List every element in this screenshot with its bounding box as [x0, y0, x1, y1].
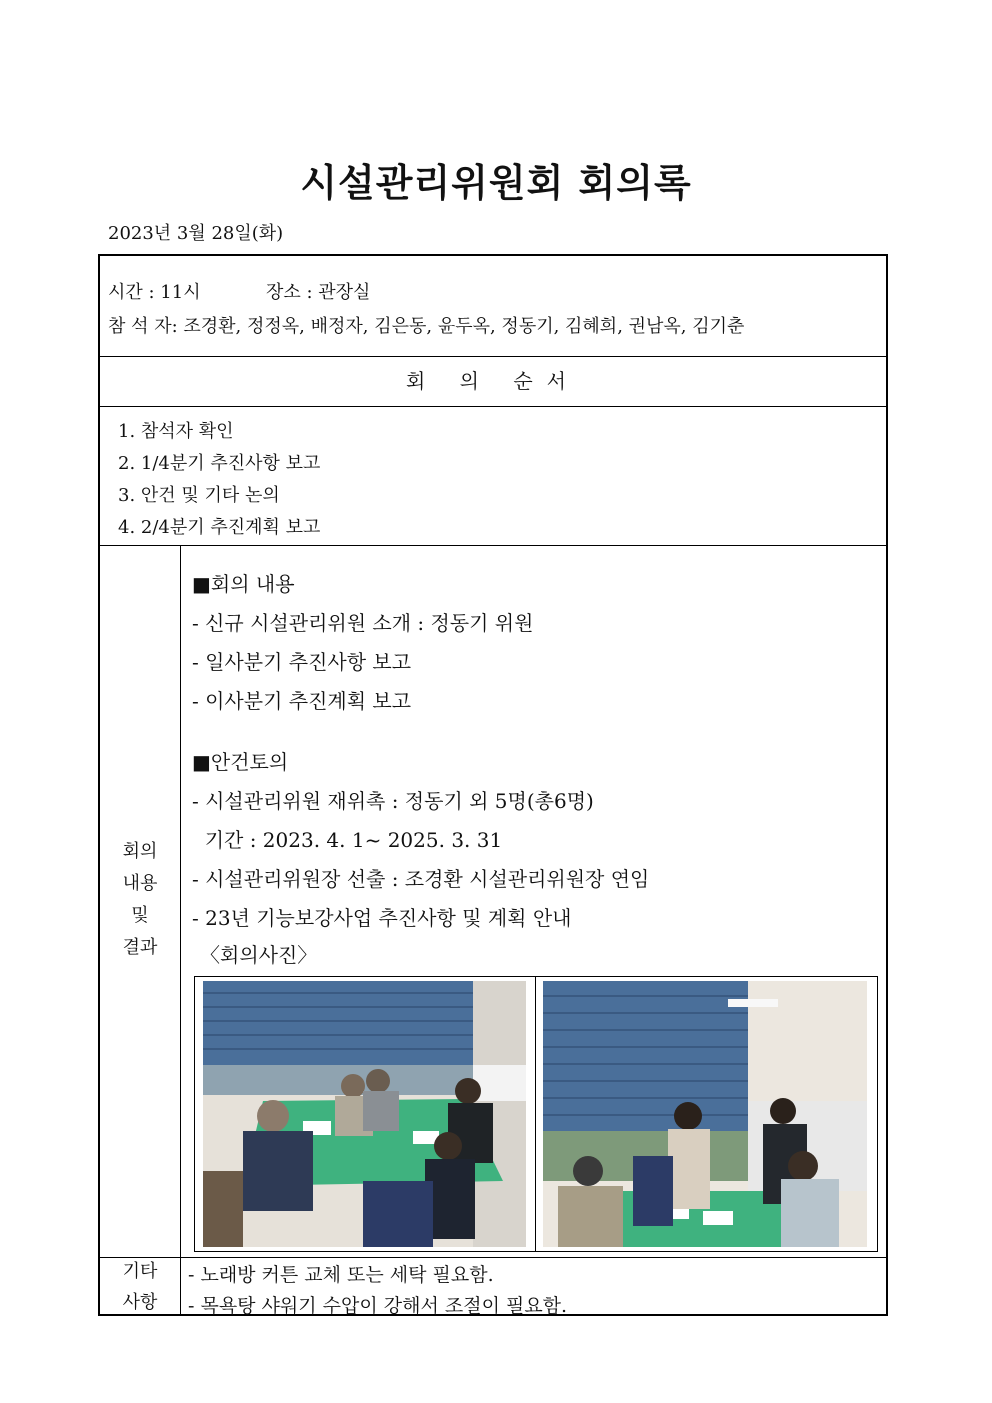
meeting-photo-2: [543, 981, 867, 1247]
meeting-time: 시간 : 11시: [108, 282, 201, 303]
etc-item: - 노래방 커튼 교체 또는 세탁 필요함.: [188, 1264, 494, 1286]
meeting-place: 장소 : 관장실: [266, 282, 371, 303]
agenda-item: 2. 1/4분기 추진사항 보고: [118, 453, 321, 474]
content-item: - 23년 기능보강사업 추진사항 및 계획 안내: [192, 906, 572, 930]
photo-caption: 〈회의사진〉: [200, 943, 318, 967]
content-label-line: 및: [131, 905, 149, 926]
content-item: - 이사분기 추진계획 보고: [192, 689, 412, 713]
etc-row: [100, 1258, 886, 1316]
meeting-photo-1: [203, 981, 526, 1247]
etc-label: [100, 1256, 180, 1318]
content-row: [100, 546, 886, 1257]
etc-item: - 목욕탕 샤워기 수압이 강해서 조절이 필요함.: [188, 1295, 568, 1317]
content-item: - 시설관리위원 재위촉 : 정동기 외 5명(총6명): [192, 789, 594, 813]
agenda-item: 4. 2/4분기 추진계획 보고: [118, 517, 321, 538]
section-heading: ■안건토의: [192, 750, 289, 774]
minutes-table: [98, 254, 888, 1316]
meeting-date: 2023년 3월 28일(화): [108, 223, 284, 244]
agenda-item: 3. 안건 및 기타 논의: [118, 485, 280, 506]
content-label-line: 내용: [122, 873, 158, 894]
page-title: 시설관리위원회 회의록: [300, 161, 692, 205]
agenda-header: 회 의 순서: [406, 369, 580, 393]
section-heading: ■회의 내용: [192, 572, 295, 596]
agenda-item: 1. 참석자 확인: [118, 421, 234, 442]
etc-label-line: 사항: [122, 1292, 158, 1313]
content-item: - 일사분기 추진사항 보고: [192, 650, 412, 674]
content-label: [100, 836, 180, 964]
content-item: 기간 : 2023. 4. 1~ 2025. 3. 31: [192, 828, 503, 852]
attendees: 참 석 자: 조경환, 정정옥, 배정자, 김은동, 윤두옥, 정동기, 김혜희, 권남옥, 김기춘: [108, 316, 745, 337]
meeting-photos: [194, 976, 878, 1252]
content-item: - 신규 시설관리위원 소개 : 정동기 위원: [192, 611, 534, 635]
info-row: [100, 256, 886, 356]
etc-label-line: 기타: [122, 1261, 158, 1282]
agenda-list: [100, 407, 886, 545]
content-item: - 시설관리위원장 선출 : 조경환 시설관리위원장 연임: [192, 867, 650, 891]
agenda-header-row: [100, 357, 886, 406]
content-label-line: 결과: [122, 937, 158, 958]
content-label-line: 회의: [122, 841, 158, 862]
